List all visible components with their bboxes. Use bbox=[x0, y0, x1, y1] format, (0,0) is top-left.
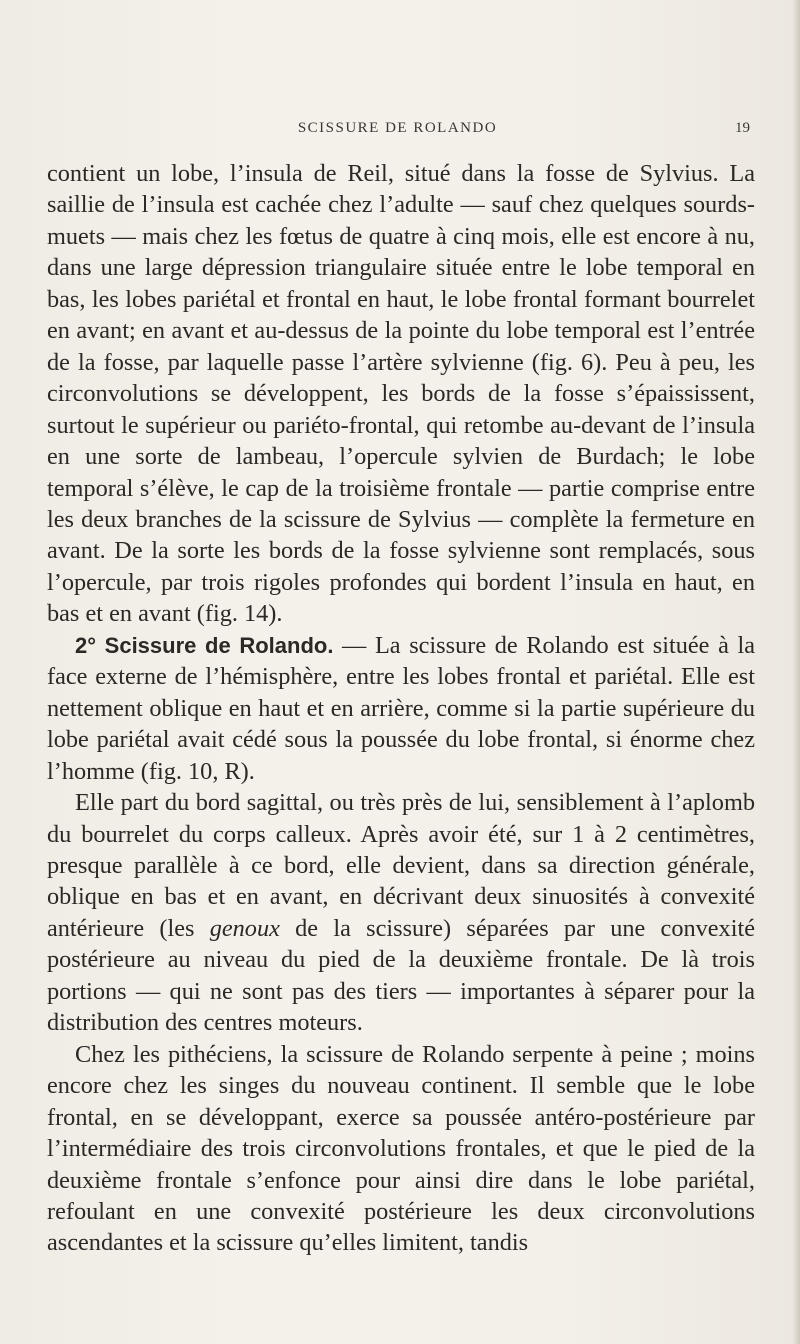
section-title: Scissure de Rolando. bbox=[104, 632, 334, 658]
body-text bbox=[47, 158, 755, 1259]
section-number: 2° bbox=[75, 632, 97, 658]
paragraph-pitheciens: Chez les pithéciens, la scissure de Rolando serpente à peine ; moins encore chez les singes du nouveau continent. Il semble que le lobe frontal, en se développant, exerce sa poussée antéro-postérieure par l’intermédiaire des trois circonvolutions frontales, et que le pied de la deuxième frontale s’enfonce pour ainsi dire dans le lobe pariétal, refoulant en une convexité postérieure les deux circonvolutions ascendantes et la scissure qu’elles limitent, tandis bbox=[47, 1040, 755, 1257]
paragraph-rolando-course bbox=[47, 787, 755, 1039]
running-head bbox=[40, 120, 755, 150]
paragraph-rolando-intro bbox=[47, 630, 755, 787]
page-number: 19 bbox=[735, 120, 750, 136]
paragraph-text-before: Elle part du bord sagittal, ou très près de lui, sensiblement à l’aplomb du bourrelet du corps calleux. Après avoir été, sur 1 à 2 centimètres, presque parallèle à ce bord, elle devient, dans sa direction générale, oblique en bas et en avant, en décrivant deux sinuosités à convexité antérieure (les bbox=[47, 789, 755, 942]
section-text: — La scissure de Rolando est située à la face externe de l’hémisphère, entre les lobes frontal et pariétal. Elle est nettement oblique en haut et en arrière, comme si la partie supérieure du lobe pariétal avait cédé sous la poussée du lobe frontal, si énorme chez l’homme (fig. 10, R). bbox=[47, 631, 755, 785]
page-edge-shadow bbox=[793, 0, 800, 1344]
italic-term-genoux: genoux bbox=[209, 914, 280, 942]
running-title: SCISSURE DE ROLANDO bbox=[297, 120, 498, 136]
paragraph-text-after: de la scissure) séparées par une convexité postérieure au niveau du pied de la deuxième frontale. De là trois portions — qui ne sont pas des tiers — importantes à séparer pour la distribution des centres moteurs. bbox=[47, 914, 755, 1037]
paragraph-insula: contient un lobe, l’insula de Reil, situé dans la fosse de Sylvius. La saillie de l’insula est cachée chez l’adulte — sauf chez quelques sourds-muets — mais chez les fœtus de quatre à cinq mois, elle est encore à nu, dans une large dépression triangulaire située entre le lobe temporal en bas, les lobes pariétal et frontal en haut, le lobe frontal formant bourrelet en avant; en avant et au-dessus de la pointe du lobe temporal est l’entrée de la fosse, par laquelle passe l’artère sylvienne (fig. 6). Peu à peu, les circonvolutions se développent, les bords de la fosse s’épaississent, surtout le supérieur ou pariéto-frontal, qui retombe au-devant de l’insula en une sorte de lambeau, l’opercule sylvien de Burdach; le lobe temporal s’élève, le cap de la troisième frontale — partie comprise entre les deux branches de la scissure de Sylvius — complète la fermeture en avant. De la sorte les bords de la fosse sylvienne sont remplacés, sous l’opercule, par trois rigoles profondes qui bordent l’insula en haut, en bas et en avant (fig. 14). bbox=[47, 160, 755, 628]
